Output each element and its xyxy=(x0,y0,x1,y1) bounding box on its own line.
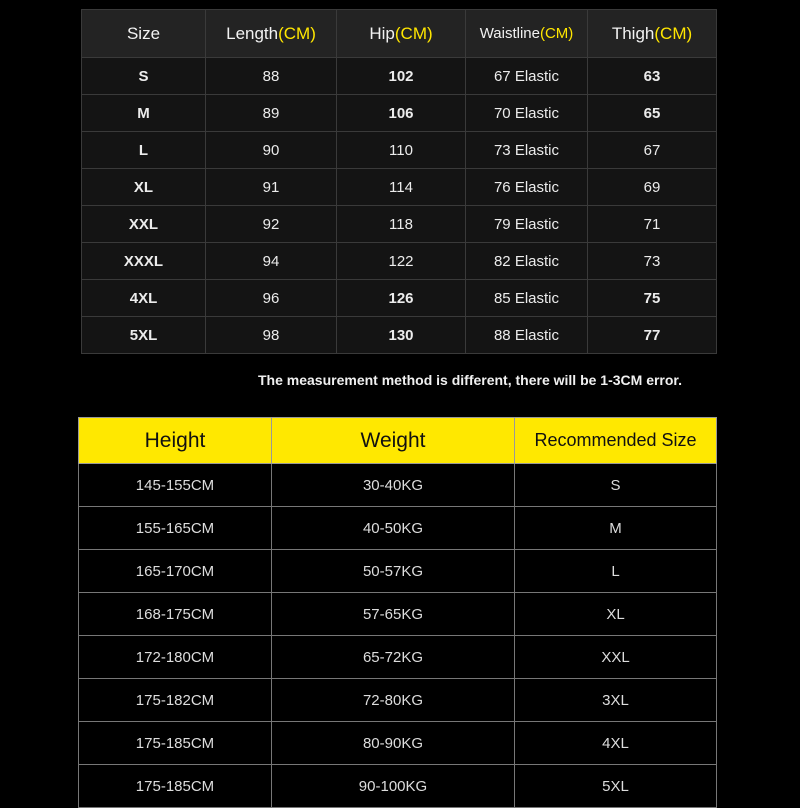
height-cell: 145-155CM xyxy=(79,464,272,507)
hip-cell: 130 xyxy=(337,317,466,354)
header-length: Length(CM) xyxy=(206,10,337,58)
weight-cell: 30-40KG xyxy=(272,464,515,507)
header-weight: Weight xyxy=(272,418,515,464)
waistline-cell: 88 Elastic xyxy=(466,317,588,354)
weight-cell: 50-57KG xyxy=(272,550,515,593)
size-cell: XXXL xyxy=(82,243,206,280)
size-cell: M xyxy=(82,95,206,132)
table-row xyxy=(82,58,717,95)
recommended-size-cell: S xyxy=(515,464,717,507)
hip-cell: 118 xyxy=(337,206,466,243)
header-height: Height xyxy=(79,418,272,464)
unit-label: (CM) xyxy=(278,23,316,43)
length-cell: 96 xyxy=(206,280,337,317)
length-cell: 94 xyxy=(206,243,337,280)
weight-cell: 90-100KG xyxy=(272,765,515,808)
thigh-cell: 77 xyxy=(588,317,717,354)
unit-label: (CM) xyxy=(539,25,574,42)
table-row xyxy=(79,464,717,507)
measurement-header-row xyxy=(82,10,717,58)
table-row xyxy=(79,679,717,722)
thigh-cell: 63 xyxy=(588,58,717,95)
height-cell: 175-185CM xyxy=(79,765,272,808)
recommended-size-cell: XXL xyxy=(515,636,717,679)
table-row xyxy=(82,132,717,169)
unit-label: (CM) xyxy=(654,23,693,43)
hip-cell: 110 xyxy=(337,132,466,169)
table-row xyxy=(82,206,717,243)
length-cell: 92 xyxy=(206,206,337,243)
recommended-size-cell: XL xyxy=(515,593,717,636)
table-row xyxy=(79,765,717,808)
waistline-cell: 85 Elastic xyxy=(466,280,588,317)
header-recommended-size: Recommended Size xyxy=(515,418,717,464)
hip-cell: 122 xyxy=(337,243,466,280)
hip-cell: 126 xyxy=(337,280,466,317)
waistline-cell: 82 Elastic xyxy=(466,243,588,280)
recommendation-table xyxy=(78,417,717,808)
height-cell: 165-170CM xyxy=(79,550,272,593)
table-row xyxy=(79,636,717,679)
waistline-cell: 67 Elastic xyxy=(466,58,588,95)
waistline-cell: 76 Elastic xyxy=(466,169,588,206)
table-row xyxy=(82,243,717,280)
waistline-cell: 79 Elastic xyxy=(466,206,588,243)
length-cell: 91 xyxy=(206,169,337,206)
thigh-cell: 69 xyxy=(588,169,717,206)
thigh-cell: 73 xyxy=(588,243,717,280)
size-cell: 4XL xyxy=(82,280,206,317)
weight-cell: 65-72KG xyxy=(272,636,515,679)
table-row xyxy=(79,722,717,765)
thigh-cell: 65 xyxy=(588,95,717,132)
height-cell: 172-180CM xyxy=(79,636,272,679)
weight-cell: 57-65KG xyxy=(272,593,515,636)
height-cell: 175-182CM xyxy=(79,679,272,722)
header-hip: Hip(CM) xyxy=(337,10,466,58)
size-cell: XXL xyxy=(82,206,206,243)
waistline-cell: 73 Elastic xyxy=(466,132,588,169)
header-size: Size xyxy=(82,10,206,58)
recommended-size-cell: M xyxy=(515,507,717,550)
thigh-cell: 75 xyxy=(588,280,717,317)
table-row xyxy=(79,507,717,550)
height-cell: 175-185CM xyxy=(79,722,272,765)
thigh-cell: 67 xyxy=(588,132,717,169)
length-cell: 90 xyxy=(206,132,337,169)
weight-cell: 40-50KG xyxy=(272,507,515,550)
table-row xyxy=(82,169,717,206)
recommended-size-cell: 4XL xyxy=(515,722,717,765)
thigh-cell: 71 xyxy=(588,206,717,243)
size-cell: XL xyxy=(82,169,206,206)
header-waistline: Waistline(CM) xyxy=(466,10,588,58)
table-row xyxy=(82,95,717,132)
recommended-size-cell: 5XL xyxy=(515,765,717,808)
table-row xyxy=(79,550,717,593)
recommended-size-cell: L xyxy=(515,550,717,593)
height-cell: 155-165CM xyxy=(79,507,272,550)
length-cell: 88 xyxy=(206,58,337,95)
recommended-size-cell: 3XL xyxy=(515,679,717,722)
recommendation-header-row xyxy=(79,418,717,464)
hip-cell: 102 xyxy=(337,58,466,95)
size-cell: S xyxy=(82,58,206,95)
table-row xyxy=(79,593,717,636)
unit-label: (CM) xyxy=(394,23,433,43)
hip-cell: 106 xyxy=(337,95,466,132)
table-row xyxy=(82,317,717,354)
height-cell: 168-175CM xyxy=(79,593,272,636)
length-cell: 98 xyxy=(206,317,337,354)
hip-cell: 114 xyxy=(337,169,466,206)
size-cell: L xyxy=(82,132,206,169)
measurement-table xyxy=(81,9,717,354)
waistline-cell: 70 Elastic xyxy=(466,95,588,132)
table-row xyxy=(82,280,717,317)
header-thigh: Thigh(CM) xyxy=(588,10,717,58)
length-cell: 89 xyxy=(206,95,337,132)
measurement-error-note: The measurement method is different, there will be 1-3CM error. xyxy=(258,372,682,388)
size-cell: 5XL xyxy=(82,317,206,354)
weight-cell: 72-80KG xyxy=(272,679,515,722)
weight-cell: 80-90KG xyxy=(272,722,515,765)
